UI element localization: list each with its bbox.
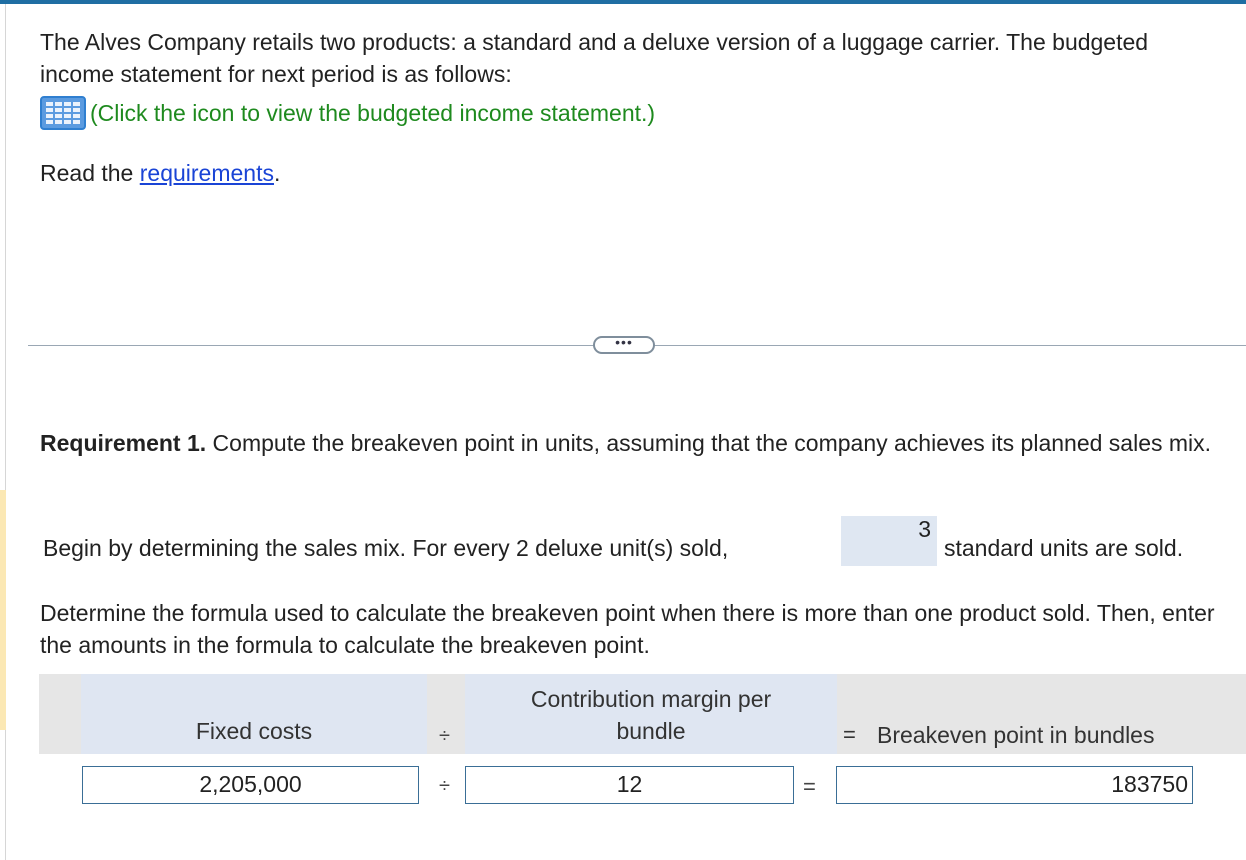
read-requirements-line [40,157,280,189]
sales-mix-prefix: Begin by determining the sales mix. For every 2 deluxe unit(s) sold, [43,535,729,561]
contribution-margin-label: Contribution margin per bundle [530,686,772,744]
sales-mix-input[interactable] [841,516,937,566]
top-accent-bar [0,0,1246,4]
left-highlight-marker [0,490,6,730]
equals-sign: = [803,774,816,799]
sales-mix-suffix: standard units are sold. [944,535,1184,561]
requirement-label: Requirement 1. [40,430,207,456]
left-border [5,4,6,860]
requirement-body: Compute the breakeven point in units, assuming that the company achieves its planned sales mix. [206,430,1212,456]
requirements-link[interactable]: requirements [139,160,274,186]
divide-sign: ÷ [439,775,450,797]
read-prefix: Read the [40,160,140,186]
sales-mix-value[interactable]: 3 [918,516,931,542]
breakeven-bundles-label: Breakeven point in bundles [877,722,1155,748]
formula-header-spacer [39,674,81,754]
contribution-margin-input[interactable]: 12 [465,766,794,804]
table-grid-icon[interactable] [40,96,86,130]
fixed-costs-input[interactable]: 2,205,000 [82,766,419,804]
formula-instructions: Determine the formula used to calculate the breakeven point when there is more than one product sold. Then, enter the amounts in the formula to calculate the breakeven point. [40,600,1215,658]
fixed-costs-label: Fixed costs [195,718,313,744]
requirement-1-text [40,427,1244,459]
income-statement-link-text[interactable]: (Click the icon to view the budgeted income statement.) [90,99,656,126]
expand-ellipsis-button[interactable]: ••• [593,336,655,354]
breakeven-bundles-input[interactable]: 183750 [836,766,1193,804]
header-divide-sign: ÷ [439,725,450,747]
read-suffix: . [273,160,281,186]
income-statement-link[interactable] [40,96,655,130]
header-equals-sign: = [843,722,856,747]
intro-paragraph: The Alves Company retails two products: a standard and a deluxe version of a luggage carrier. The budgeted income statement for next period is as follows: [40,29,1149,87]
